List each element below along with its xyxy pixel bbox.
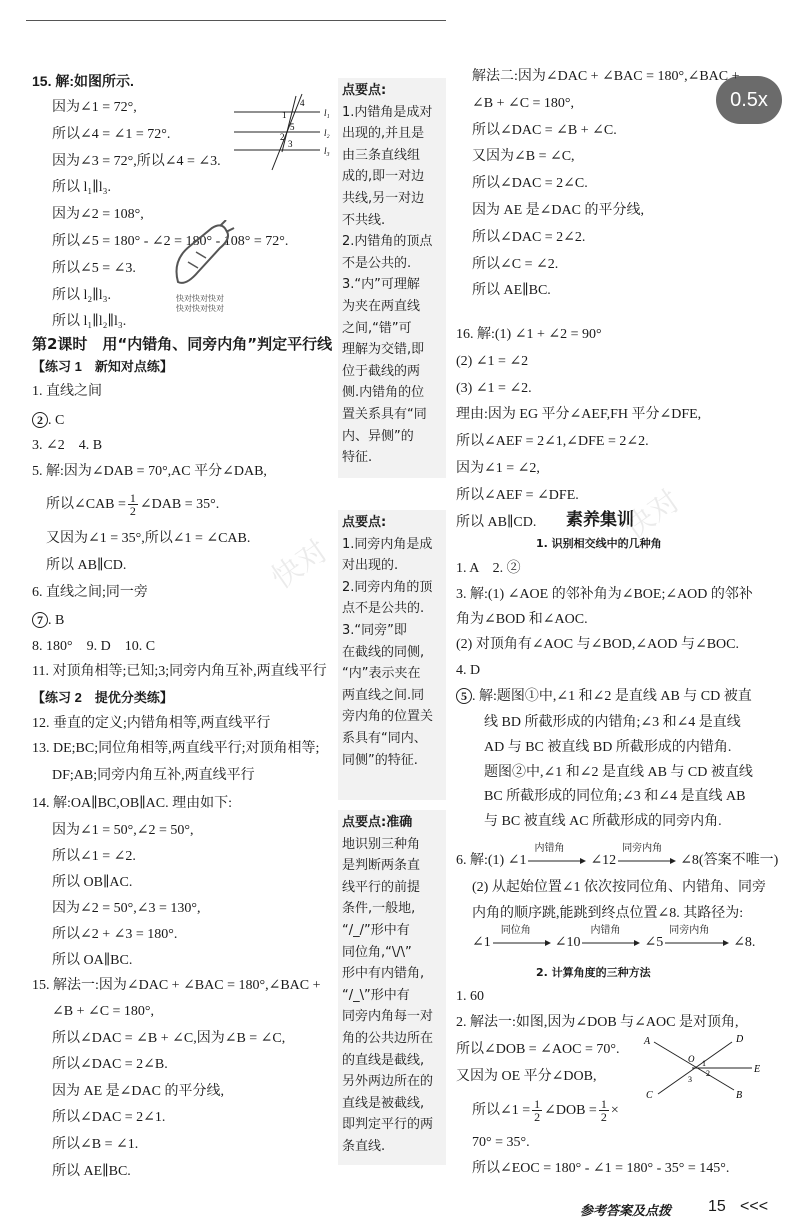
text-line: 所以 l₂∥l₃.	[52, 287, 112, 303]
fig1-label: 2	[280, 132, 285, 142]
tip-line: 直线是被截线,	[342, 1095, 425, 1111]
tip-line: 由三条直线组	[342, 147, 421, 163]
text-line: 所以 l₁∥l₂∥l₃.	[52, 314, 127, 330]
tip-line: 为夹在两直线	[342, 299, 421, 314]
intersecting-lines-figure	[640, 1032, 770, 1102]
fig2-label: A	[644, 1036, 651, 1047]
tip-line: 特征.	[342, 450, 373, 466]
text-line: 所以 AE∥BC.	[52, 1163, 131, 1179]
text-line: ∠B + ∠C = 180°,	[52, 1004, 155, 1019]
fig2-label: B	[736, 1090, 743, 1101]
tip-line: 出现的,并且是	[342, 126, 425, 142]
text-line: AD 与 BC 被直线 BD 所截形成的内错角.	[484, 739, 732, 755]
text-line: 又因为 OE 平分∠DOB,	[456, 1069, 597, 1084]
tip-line: “/_\”形中有	[342, 987, 410, 1003]
text-line: 所以∠DAC = ∠B + ∠C,因为∠B = ∠C,	[52, 1030, 286, 1046]
text-line: (2) 从起始位置∠1 依次按同位角、内错角、同旁	[472, 880, 767, 895]
mascot-caption: 快对快对快对	[176, 304, 224, 313]
text-line: 所以∠DAC = ∠B + ∠C.	[472, 122, 617, 138]
r5: 5 . 解:题图①中,∠1 和∠2 是直线 AB 与 CD 被直	[456, 688, 752, 706]
text-line: 线 BD 所截形成的内错角;∠3 和∠4 是直线	[484, 715, 741, 730]
practice2-heading: 【练习 2 提优分类练】	[32, 690, 173, 705]
tip-line: 置关系具有“同	[342, 407, 427, 422]
jump-path: ∠1 同位角 ∠10 内错角 ∠5 同旁内角 ∠8.	[472, 925, 756, 950]
fig1-label: 4	[300, 98, 305, 108]
s2-frac-line: 所以∠1 = $\frac{1}{2}$ ∠DOB = $\frac{1}{2}$ ×	[472, 1097, 619, 1125]
fig1-label: l₂	[324, 128, 330, 138]
text-line: 所以 AB∥CD.	[456, 514, 537, 530]
tip-line: 成的,即一对边	[342, 169, 425, 185]
fig2-label: 2	[706, 1069, 710, 1078]
tip-line: 同位角,“\/\”	[342, 944, 412, 960]
q5b: 所以∠CAB = $\frac{1}{2}$ ∠DAB = 35°.	[46, 491, 220, 519]
r4: 4. D	[456, 663, 481, 678]
text-line: 理由:因为 EG 平分∠AEF,FH 平分∠DFE,	[456, 407, 702, 423]
text-line: 所以 OB∥AC.	[52, 875, 133, 890]
zoom-badge[interactable]: 0.5x	[716, 76, 782, 124]
tip-line: 不是公共的.	[342, 255, 412, 271]
tip-line: 3.“同旁”即	[342, 623, 407, 638]
text-line: 2. 解法一:如图,因为∠DOB 与∠AOC 是对顶角,	[456, 1015, 739, 1030]
tip-line: 对出现的.	[342, 558, 399, 574]
mascot-caption: 快对快对快对	[176, 294, 224, 303]
tip-line: 在截线的同侧,	[342, 644, 425, 660]
tip-box-3	[338, 810, 446, 1165]
tip-box-2	[338, 510, 446, 800]
tip-line: 两直线之间.同	[342, 687, 425, 703]
tip-line: 条件,一般地,	[342, 901, 416, 917]
s1: 1. 60	[456, 989, 484, 1004]
text-line: 所以∠AEF = 2∠1,∠DFE = 2∠2.	[456, 434, 649, 450]
q7: 7 . B	[32, 612, 64, 630]
text-line: 所以∠DAC = 2∠C.	[472, 176, 588, 192]
fig2-label: C	[646, 1090, 653, 1101]
text-line: 所以∠1 = ∠2.	[52, 849, 136, 864]
text-line: 所以∠AEF = ∠DFE.	[456, 487, 579, 503]
text-line: 所以∠C = ∠2.	[472, 256, 559, 272]
tip-line: 线平行的前提	[342, 879, 421, 895]
circled-2-icon: 2	[32, 412, 48, 428]
text-line: 所以∠DAC = 2∠B.	[52, 1057, 168, 1073]
q13b: DF;AB;同旁内角互补,两直线平行	[52, 768, 255, 783]
tip-line: “内”表示夹在	[342, 666, 421, 682]
tip-line: 条直线.	[342, 1139, 386, 1154]
q2: 2 . C	[32, 412, 64, 430]
text-line: 所以∠2 + ∠3 = 180°.	[52, 927, 178, 942]
fig2-label: 3	[688, 1075, 692, 1084]
q5c: 又因为∠1 = 35°,所以∠1 = ∠CAB.	[46, 531, 251, 546]
fig1-label: 1	[282, 110, 287, 120]
text-line: 因为∠3 = 72°,所以∠4 = ∠3.	[52, 153, 221, 169]
fig2-label: E	[754, 1064, 761, 1075]
tip-line: 位于截线的两	[342, 363, 421, 379]
text-line: 内角的顺序跳,能跳到终点位置∠8. 其路径为:	[472, 906, 744, 921]
tip-line: 2.内错角的顶点	[342, 234, 433, 250]
footer-label: 参考答案及点拨	[580, 1204, 672, 1219]
parallel-lines-figure	[232, 92, 337, 172]
fig2-label: D	[736, 1034, 744, 1045]
subsection-2: 2. 计算角度的三种方法	[536, 966, 651, 979]
q3: 3. ∠2 4. B	[32, 438, 103, 453]
tip-line: 系具有“同内、	[342, 731, 427, 746]
tip-line: 形中有内错角,	[342, 966, 425, 982]
text-line: 因为 AE 是∠DAC 的平分线,	[472, 203, 644, 218]
q12: 12. 垂直的定义;内错角相等,两直线平行	[32, 716, 271, 731]
text-line: (2) ∠1 = ∠2	[456, 353, 529, 369]
text-line: 所以 AE∥BC.	[472, 283, 551, 299]
text-line: (3) ∠1 = ∠2.	[456, 380, 532, 396]
tip-line: 点要点:准确	[342, 815, 413, 830]
carrot-mascot-icon	[168, 220, 238, 292]
text-line: 因为∠2 = 108°,	[52, 207, 144, 223]
text-line: 所以∠B = ∠1.	[52, 1137, 139, 1152]
page-number: 15	[708, 1198, 726, 1215]
q5a: 5. 解:因为∠DAB = 70°,AC 平分∠DAB,	[32, 464, 267, 479]
tip-line: 不共线.	[342, 212, 386, 228]
text-line: 16. 解:(1) ∠1 + ∠2 = 90°	[456, 327, 602, 342]
s2-l6: 所以∠EOC = 180° - ∠1 = 180° - 35° = 145°.	[472, 1161, 730, 1176]
tip-line: 2.同旁内角的顶	[342, 579, 433, 595]
fig2-label: 1	[702, 1059, 706, 1068]
text-line: 解法二:因为∠DAC + ∠BAC = 180°,∠BAC +	[472, 69, 740, 84]
text-line: 又因为∠B = ∠C,	[472, 149, 575, 165]
q8: 8. 180° 9. D 10. C	[32, 639, 156, 654]
q1: 1. 直线之间	[32, 384, 102, 399]
text-line: 因为∠1 = 72°,	[52, 100, 137, 115]
tip-line: 同旁内角每一对	[342, 1009, 434, 1025]
tip-line: 1.内错角是成对	[342, 104, 433, 120]
r6: 6. 解:(1) ∠1 内错角 ∠12 同旁内角 ∠8(答案不唯一)	[456, 843, 779, 868]
text-line: 角为∠BOD 和∠AOC.	[456, 612, 588, 627]
fig1-label: 5	[290, 122, 295, 132]
circled-7-icon: 7	[32, 612, 48, 628]
text-line: 因为∠2 = 50°,∠3 = 130°,	[52, 901, 201, 916]
lesson-title: 第2课时 用“内错角、同旁内角”判定平行线	[32, 335, 333, 353]
fig1-label: 3	[288, 139, 293, 149]
subsection-1: 1. 识别相交线中的几种角	[536, 537, 662, 550]
q15b-a: 15. 解法一:因为∠DAC + ∠BAC = 180°,∠BAC +	[32, 978, 321, 993]
tip-line: 的直线是截线,	[342, 1052, 425, 1068]
tip-line: 点要点:	[342, 83, 387, 98]
tip-line: 点要点:	[342, 515, 387, 530]
circled-5-icon: 5	[456, 688, 472, 704]
footer-chevrons: <<<	[740, 1198, 769, 1215]
tip-line: 地识别三种角	[342, 836, 421, 852]
tip-line: 1.同旁内角是成	[342, 536, 433, 552]
tip-line: 之间,“错”可	[342, 320, 412, 336]
fig2-label: O	[688, 1054, 695, 1064]
tip-line: 共线,另一对边	[342, 191, 425, 206]
q6: 6. 直线之间;同一旁	[32, 585, 148, 600]
tip-line: 另外两边所在的	[342, 1074, 434, 1090]
watermark: 快对	[617, 483, 687, 547]
tip-line: 同侧”的特征.	[342, 752, 418, 768]
q11: 11. 对顶角相等;已知;3;同旁内角互补,两直线平行	[32, 664, 327, 679]
tip-line: 3.“内”可理解	[342, 277, 420, 293]
text-line: 所以 l₁∥l₃.	[52, 180, 112, 196]
watermark: 快对	[265, 533, 335, 597]
text-line: 3. 解:(1) ∠AOE 的邻补角为∠BOE;∠AOD 的邻补	[456, 587, 753, 602]
text-line: 所以∠DOB = ∠AOC = 70°.	[456, 1042, 620, 1057]
text-line: 因为∠1 = ∠2,	[456, 461, 540, 476]
tip-line: 是判断两条直	[342, 858, 421, 874]
text-line: 所以∠5 = ∠3.	[52, 260, 136, 276]
tip-line: 侧.内错角的位	[342, 385, 425, 401]
text-line: 题图②中,∠1 和∠2 是直线 AB 与 CD 被直线	[484, 764, 753, 780]
fraction: $\frac{1}{2}$	[600, 1097, 607, 1125]
practice1-heading: 【练习 1 新知对点练】	[32, 359, 173, 374]
q14: 14. 解:OA∥BC,OB∥AC. 理由如下:	[32, 796, 233, 811]
text-line: ∠B + ∠C = 180°,	[472, 95, 575, 111]
tip-line: 点不是公共的.	[342, 601, 425, 617]
text-line: 因为 AE 是∠DAC 的平分线,	[52, 1083, 224, 1099]
text-line: 所以∠DAC = 2∠2.	[472, 229, 586, 245]
s2-l5: 70° = 35°.	[472, 1135, 530, 1150]
tip-line: 旁内角的位置关	[342, 709, 434, 725]
tip-line: 角的公共边所在	[342, 1031, 434, 1046]
text-line: 所以∠DAC = 2∠1.	[52, 1110, 166, 1126]
fig1-label: l₃	[324, 146, 330, 156]
tip-line: 即判定平行的两	[342, 1117, 434, 1133]
text-line: 与 BC 被直线 AC 所截形成的同旁内角.	[484, 814, 722, 830]
p15-title: 15. 解:如图所示.	[32, 73, 134, 89]
text-line: 所以 OA∥BC.	[52, 953, 133, 968]
tip-line: 理解为交错,即	[342, 342, 425, 358]
text-line: 因为∠1 = 50°,∠2 = 50°,	[52, 823, 194, 838]
fraction: $\frac{1}{2}$	[534, 1097, 541, 1125]
footer	[580, 1198, 790, 1218]
section-title: 素养集训	[566, 510, 634, 530]
fraction: $\frac{1}{2}$	[129, 491, 136, 519]
q5d: 所以 AB∥CD.	[46, 558, 127, 573]
tip-line: 内、异侧”的	[342, 428, 414, 444]
top-rule	[26, 20, 446, 21]
q13a: 13. DE;BC;同位角相等,两直线平行;对顶角相等;	[32, 741, 320, 756]
text-line: 所以∠5 = 180° - ∠2 = 180° - 108° = 72°.	[52, 234, 289, 249]
text-line: (2) 对顶角有∠AOC 与∠BOD,∠AOD 与∠BOC.	[456, 637, 739, 652]
fig1-label: l₁	[324, 108, 330, 118]
text-line: BC 所截形成的同位角;∠3 和∠4 是直线 AB	[484, 789, 746, 805]
text-line: 所以∠4 = ∠1 = 72°.	[52, 126, 171, 142]
tip-line: “/_/”形中有	[342, 923, 410, 938]
tip-box-1	[338, 78, 446, 478]
r1: 1. A 2. ②	[456, 561, 521, 576]
